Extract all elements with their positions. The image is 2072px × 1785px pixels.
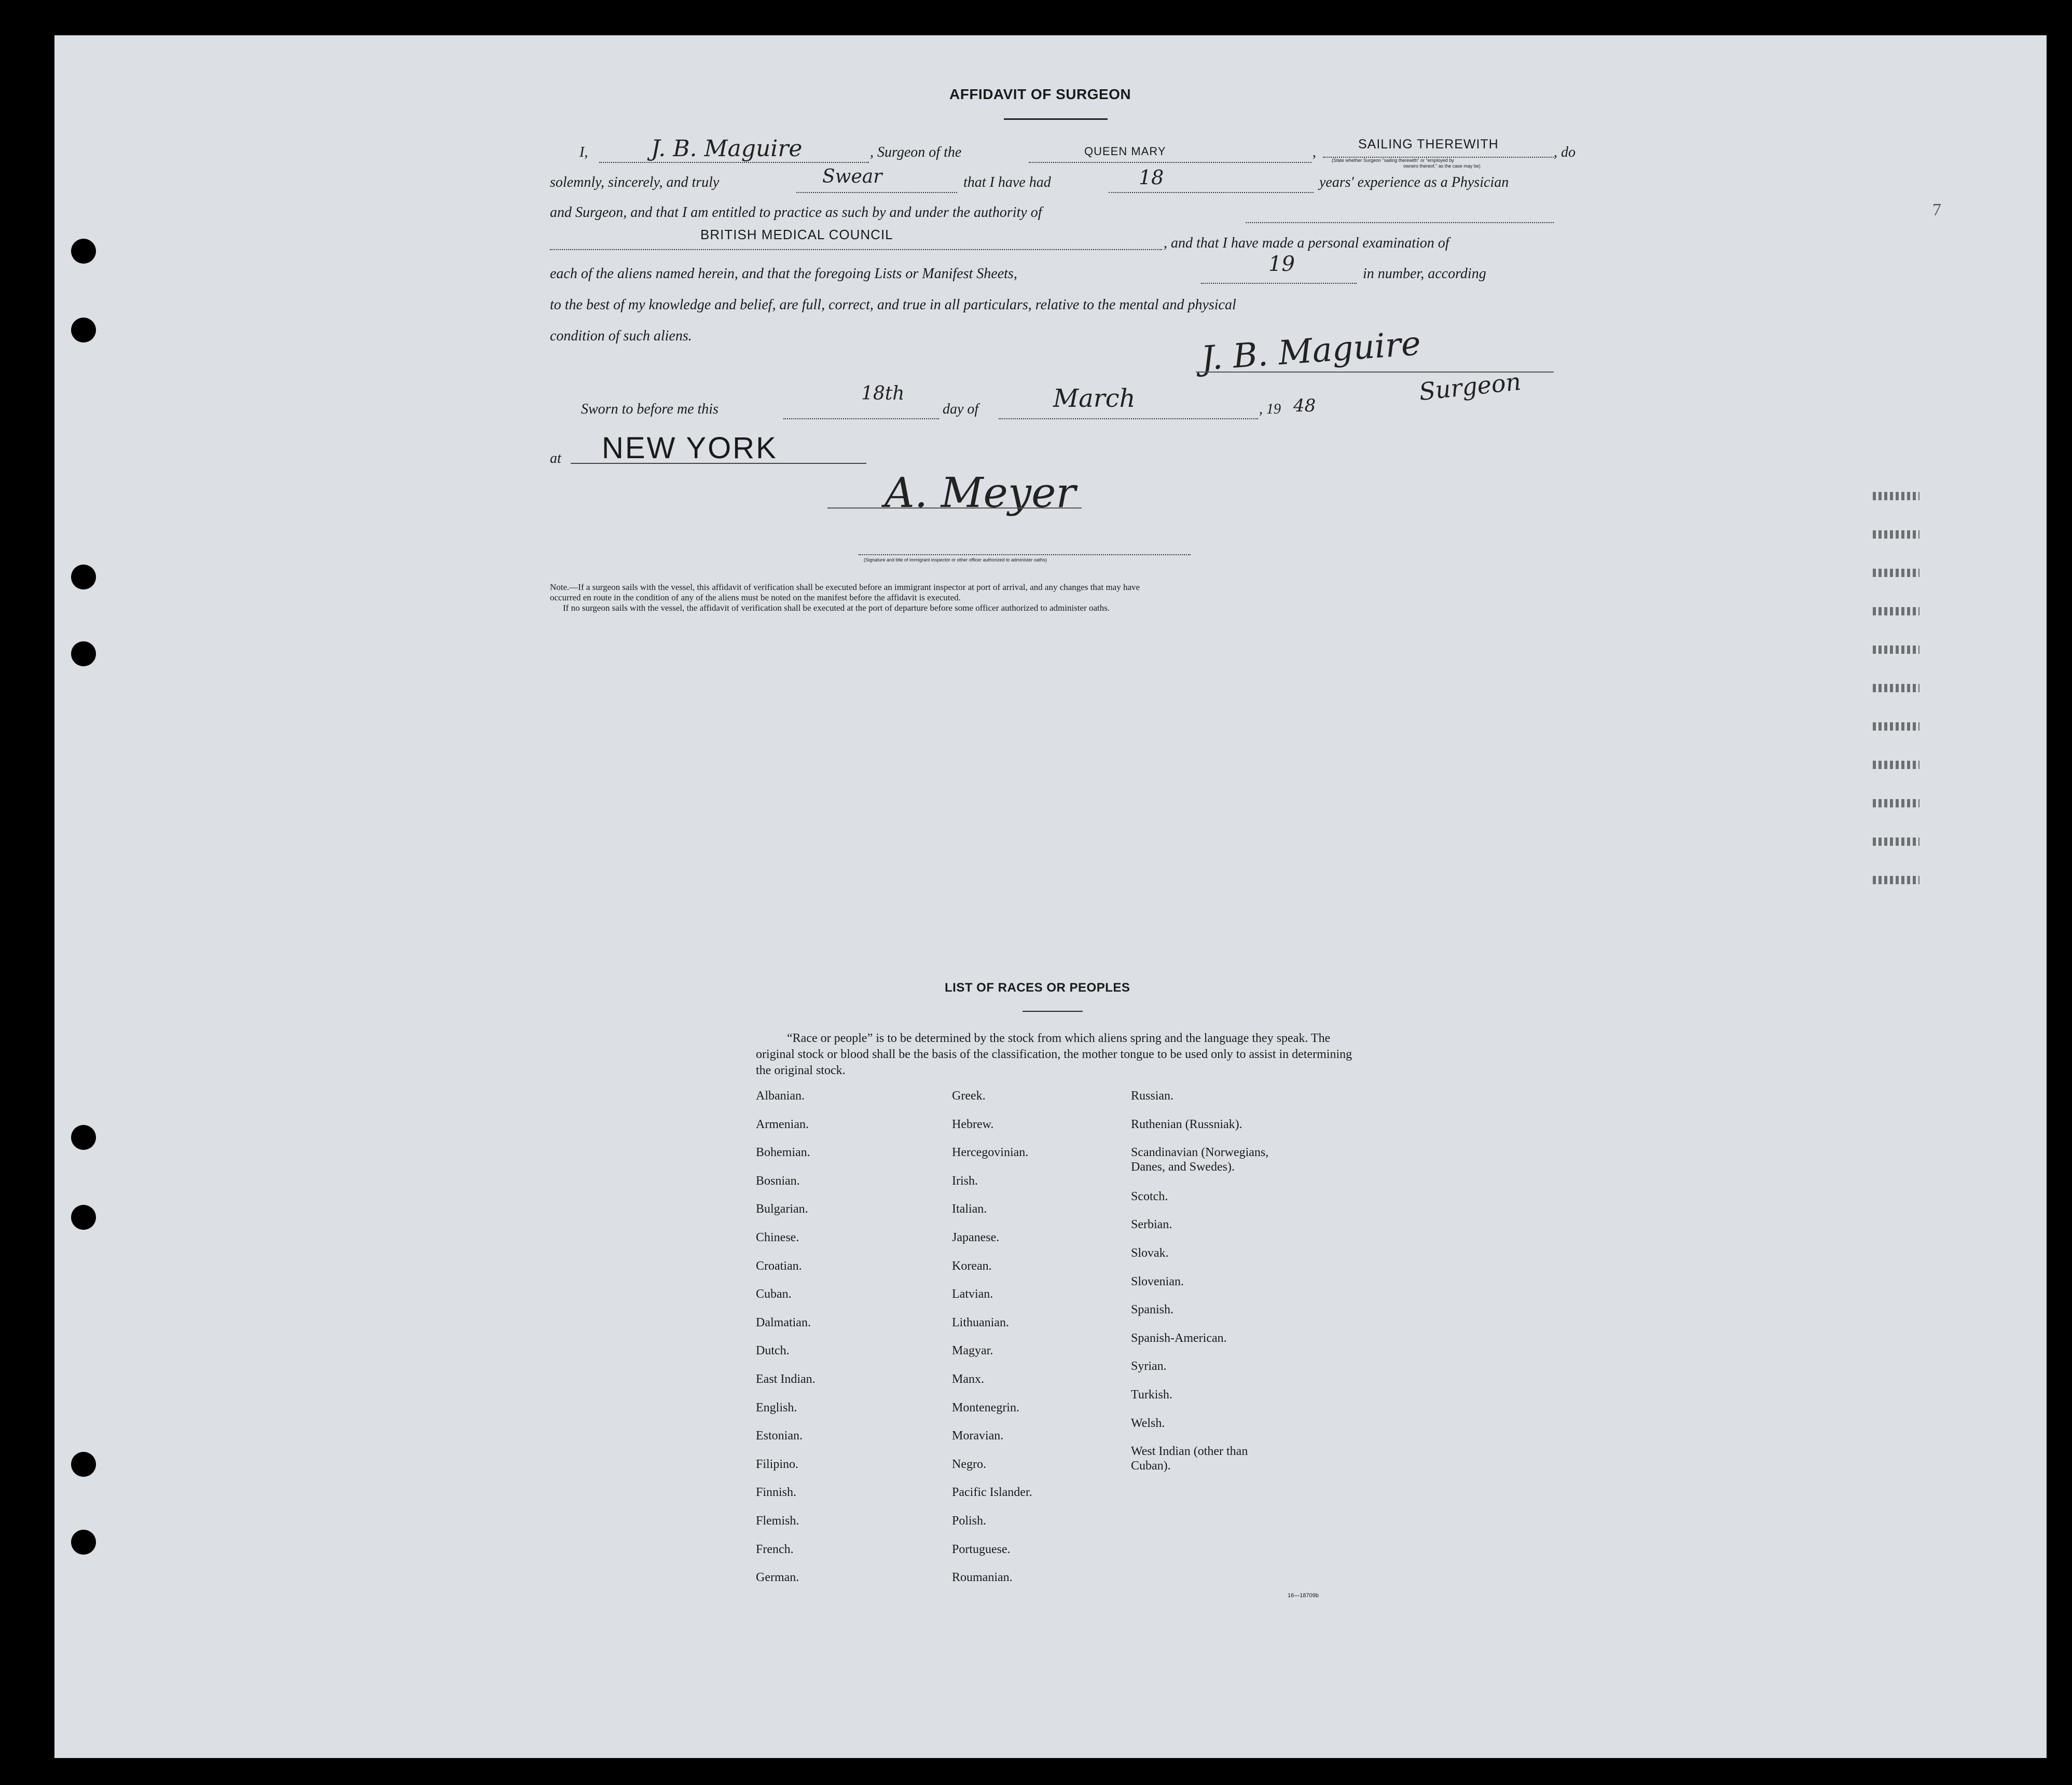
day-field: 18th xyxy=(861,383,905,404)
vessel-field: QUEEN MARY xyxy=(1084,145,1166,158)
margin-mark: 7 xyxy=(1932,200,1941,219)
surgeon-signature: J. B. Maguire xyxy=(1199,324,1422,378)
note-line: If no surgeon sails with the vessel, the affidavit of verification shall be executed at the port of departure before some officer authorized to administer oaths. xyxy=(563,603,1110,613)
year-field: 48 xyxy=(1293,395,1316,416)
oath-line xyxy=(796,192,957,193)
race-item: Slovenian. xyxy=(1131,1274,1184,1288)
text-comma: , xyxy=(1313,144,1316,160)
years-line xyxy=(1109,192,1314,193)
text-do: , do xyxy=(1554,144,1576,160)
race-item: Ruthenian (Russniak). xyxy=(1131,1117,1242,1131)
race-item: Italian. xyxy=(952,1202,987,1216)
race-item: Dutch. xyxy=(756,1344,790,1358)
title-underline xyxy=(1004,118,1108,120)
text-years-exp: years' experience as a Physician xyxy=(1319,174,1509,190)
text-I: I, xyxy=(579,144,588,160)
race-item: Bosnian. xyxy=(756,1174,800,1188)
race-item: Chinese. xyxy=(756,1231,799,1244)
day-line xyxy=(783,418,939,419)
text-sworn: Sworn to before me this xyxy=(581,401,719,417)
text-day-of: day of xyxy=(943,401,979,417)
month-line xyxy=(999,418,1258,419)
race-item: French. xyxy=(756,1542,794,1556)
race-item: Roumanian. xyxy=(952,1571,1013,1585)
note-line: occurred en route in the condition of any of the aliens must be noted on the manifest before the affidavit is executed. xyxy=(550,593,961,602)
race-item: Pacific Islander. xyxy=(952,1486,1032,1500)
race-item: Russian. xyxy=(1131,1089,1174,1103)
race-item: Hebrew. xyxy=(952,1117,994,1131)
text-at: at xyxy=(550,450,561,466)
form-code: 16—18709b xyxy=(1288,1592,1319,1599)
race-item: Bohemian. xyxy=(756,1146,810,1160)
officer-signature-line xyxy=(827,507,1082,509)
race-item: Turkish. xyxy=(1131,1388,1172,1402)
punch-hole xyxy=(71,1125,96,1150)
years-field: 18 xyxy=(1139,166,1164,189)
sheets-line xyxy=(1201,283,1357,284)
races-intro: “Race or people” is to be determined by the stock from which aliens spring and the language they speak. The original stock or blood shall be the basis of the classification, the mother tongue to be used only to assist in determining the original stock. xyxy=(756,1032,1352,1077)
affidavit-title: AFFIDAVIT OF SURGEON xyxy=(949,86,1131,102)
race-item: Moravian. xyxy=(952,1429,1004,1443)
race-item: Spanish-American. xyxy=(1131,1331,1227,1345)
sheets-field: 19 xyxy=(1268,252,1295,276)
race-item: Croatian. xyxy=(756,1259,802,1273)
race-item: East Indian. xyxy=(756,1372,816,1386)
race-item: Polish. xyxy=(952,1514,987,1528)
race-item: Bulgarian. xyxy=(756,1202,808,1216)
authority-line-1 xyxy=(1246,222,1554,223)
note-line: Note.—If a surgeon sails with the vessel, this affidavit of verification shall be executed before an immigrant inspector at port of arrival, and any changes that may have xyxy=(550,582,1140,592)
race-item: Estonian. xyxy=(756,1429,803,1443)
race-item: Spanish. xyxy=(1131,1303,1174,1317)
punch-hole xyxy=(71,641,96,666)
race-item: Albanian. xyxy=(756,1089,805,1103)
race-item: Finnish. xyxy=(756,1486,797,1500)
authority-field: BRITISH MEDICAL COUNCIL xyxy=(700,227,893,242)
vessel-line xyxy=(1029,162,1311,163)
race-item: Serbian. xyxy=(1131,1218,1172,1232)
punch-hole xyxy=(71,565,96,589)
punch-hole xyxy=(71,1205,96,1230)
race-item: Dalmatian. xyxy=(756,1315,811,1329)
surgeon-name-field: J. B. Maguire xyxy=(651,135,803,162)
race-item: Scotch. xyxy=(1131,1189,1168,1203)
text-personal-exam: , and that I have made a personal examination of xyxy=(1164,235,1449,251)
officer-signature: A. Meyer xyxy=(885,469,1076,517)
race-item: Negro. xyxy=(952,1457,986,1471)
document-sheet xyxy=(54,35,2047,1758)
race-item: Scandinavian (Norwegians, Danes, and Swedes). xyxy=(1131,1146,1269,1174)
status-hint: owners thereof," as the case may be) xyxy=(1403,163,1481,169)
status-hint: (State whether Surgeon "sailing therewith" or "employed by xyxy=(1332,158,1454,163)
races-title-underline xyxy=(1023,1011,1083,1012)
race-item: Montenegrin. xyxy=(952,1400,1019,1415)
races-title: LIST OF RACES OR PEOPLES xyxy=(945,981,1130,995)
month-field: March xyxy=(1053,384,1136,413)
text-and-surgeon: and Surgeon, and that I am entitled to practice as such by and under the authority of xyxy=(550,204,1042,221)
surgeon-title: Surgeon xyxy=(1417,367,1523,406)
punch-hole xyxy=(71,1530,96,1555)
text-solemnly: solemnly, sincerely, and truly xyxy=(550,174,720,190)
race-item: Filipino. xyxy=(756,1457,799,1471)
race-item: Welsh. xyxy=(1131,1416,1165,1430)
race-item: West Indian (other than Cuban). xyxy=(1131,1445,1248,1473)
race-item: Syrian. xyxy=(1131,1360,1167,1374)
text-each-alien: each of the aliens named herein, and that the foregoing Lists or Manifest Sheets, xyxy=(550,266,1017,282)
oath-field: Swear xyxy=(822,166,882,187)
race-item: Armenian. xyxy=(756,1117,809,1131)
officer-caption-line xyxy=(859,554,1191,555)
race-item: Irish. xyxy=(952,1174,978,1188)
race-item: Greek. xyxy=(952,1089,986,1103)
text-year-prefix: , 19 xyxy=(1259,401,1281,417)
race-item: Portuguese. xyxy=(952,1542,1011,1556)
text-that-had: that I have had xyxy=(963,174,1051,190)
race-item: Cuban. xyxy=(756,1287,792,1301)
punch-hole xyxy=(71,318,96,342)
text-condition: condition of such aliens. xyxy=(550,328,692,344)
race-item: Hercegovinian. xyxy=(952,1146,1029,1160)
race-item: Manx. xyxy=(952,1372,984,1386)
officer-caption: (Signature and title of immigrant inspector or other officer authorized to administer oaths) xyxy=(864,557,1047,562)
punch-hole xyxy=(71,1452,96,1477)
status-field: SAILING THEREWITH xyxy=(1358,137,1499,152)
authority-line-2 xyxy=(550,249,1162,250)
race-item: Latvian. xyxy=(952,1287,993,1301)
text-surgeon-of: , Surgeon of the xyxy=(870,144,962,160)
race-item: English. xyxy=(756,1400,797,1415)
edge-stamp-marks xyxy=(1873,492,1919,914)
place-field: NEW YORK xyxy=(602,431,778,465)
name-line xyxy=(599,162,869,163)
race-item: Magyar. xyxy=(952,1344,993,1358)
race-item: Slovak. xyxy=(1131,1246,1169,1260)
punch-hole xyxy=(71,239,96,264)
text-best-knowledge: to the best of my knowledge and belief, are full, correct, and true in all particulars, relative to the mental and physical xyxy=(550,297,1236,313)
text-in-number: in number, according xyxy=(1363,266,1486,282)
race-item: Lithuanian. xyxy=(952,1315,1009,1329)
race-item: Korean. xyxy=(952,1259,992,1273)
race-item: Flemish. xyxy=(756,1514,799,1528)
race-item: Japanese. xyxy=(952,1231,1000,1244)
race-item: German. xyxy=(756,1571,799,1585)
